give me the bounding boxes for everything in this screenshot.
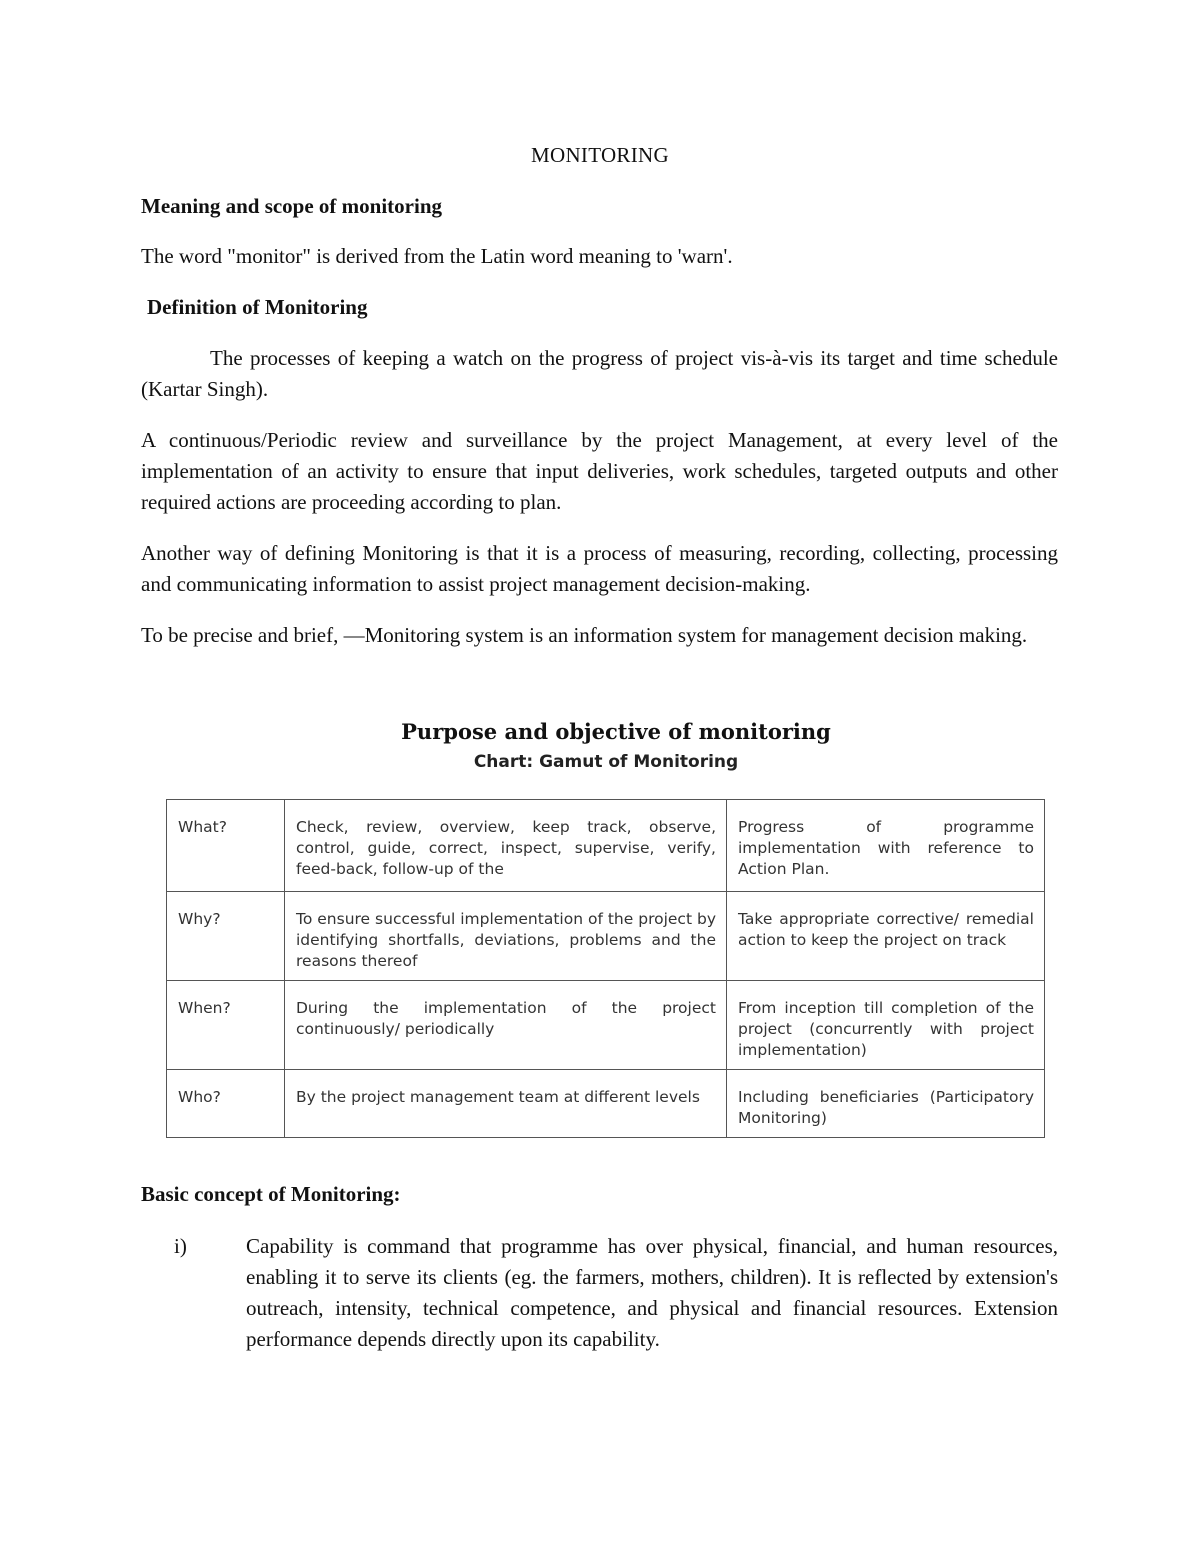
- table-row: [167, 981, 1045, 1070]
- paragraph-definition-4: To be precise and brief, ―Monitoring system is an information system for management decision making.: [141, 623, 1028, 647]
- table-cell-detail: From inception till completion of the project (concurrently with project implementation): [727, 981, 1045, 1070]
- table-cell-question: What?: [167, 800, 285, 892]
- paragraph-word-origin: The word "monitor" is derived from the Latin word meaning to 'warn'.: [141, 244, 733, 268]
- table-cell-activity: By the project management team at different levels: [285, 1070, 727, 1138]
- list-item-text: Capability is command that programme has over physical, financial, and human resources, enabling it to serve its clients (eg. the farmers, mothers, children). It is reflected by extension's outreach, intensity, technical competence, and physical and financial resources. Extension performance depends directly upon its capability.: [246, 1234, 1058, 1351]
- paragraph-definition-1: The processes of keeping a watch on the progress of project vis-à-vis its target and time schedule (Kartar Singh).: [141, 346, 1058, 401]
- paragraph-definition-3: Another way of defining Monitoring is that it is a process of measuring, recording, collecting, processing and communicating information to assist project management decision-making.: [141, 541, 1058, 596]
- table-cell-detail: Including beneficiaries (Participatory Monitoring): [727, 1070, 1045, 1138]
- heading-basic-concept: Basic concept of Monitoring:: [141, 1182, 401, 1206]
- table-cell-question: When?: [167, 981, 285, 1070]
- table-cell-detail: Take appropriate corrective/ remedial action to keep the project on track: [727, 892, 1045, 981]
- chart-title: Purpose and objective of monitoring: [401, 719, 831, 744]
- table-row: [167, 1070, 1045, 1138]
- table-row: [167, 800, 1045, 892]
- table-row: [167, 892, 1045, 981]
- table-cell-activity: During the implementation of the project continuously/ periodically: [285, 981, 727, 1070]
- gamut-table: [166, 799, 1045, 1138]
- table-cell-question: Why?: [167, 892, 285, 981]
- list-marker: i): [174, 1234, 187, 1258]
- heading-meaning-scope: Meaning and scope of monitoring: [141, 194, 443, 218]
- heading-definition: Definition of Monitoring: [147, 295, 368, 319]
- table-cell-detail: Progress of programme implementation with reference to Action Plan.: [727, 800, 1045, 892]
- chart-subtitle: Chart: Gamut of Monitoring: [473, 752, 739, 772]
- table-cell-activity: To ensure successful implementation of the project by identifying shortfalls, deviations, problems and the reasons thereof: [285, 892, 727, 981]
- paragraph-definition-2: A continuous/Periodic review and surveillance by the project Management, at every level of the implementation of an activity to ensure that input deliveries, work schedules, targeted outputs and other required actions are proceeding according to plan.: [141, 428, 1058, 514]
- table-cell-question: Who?: [167, 1070, 285, 1138]
- page-title: MONITORING: [531, 143, 669, 167]
- table-cell-activity: Check, review, overview, keep track, observe, control, guide, correct, inspect, supervise, verify, feed-back, follow-up of the: [285, 800, 727, 892]
